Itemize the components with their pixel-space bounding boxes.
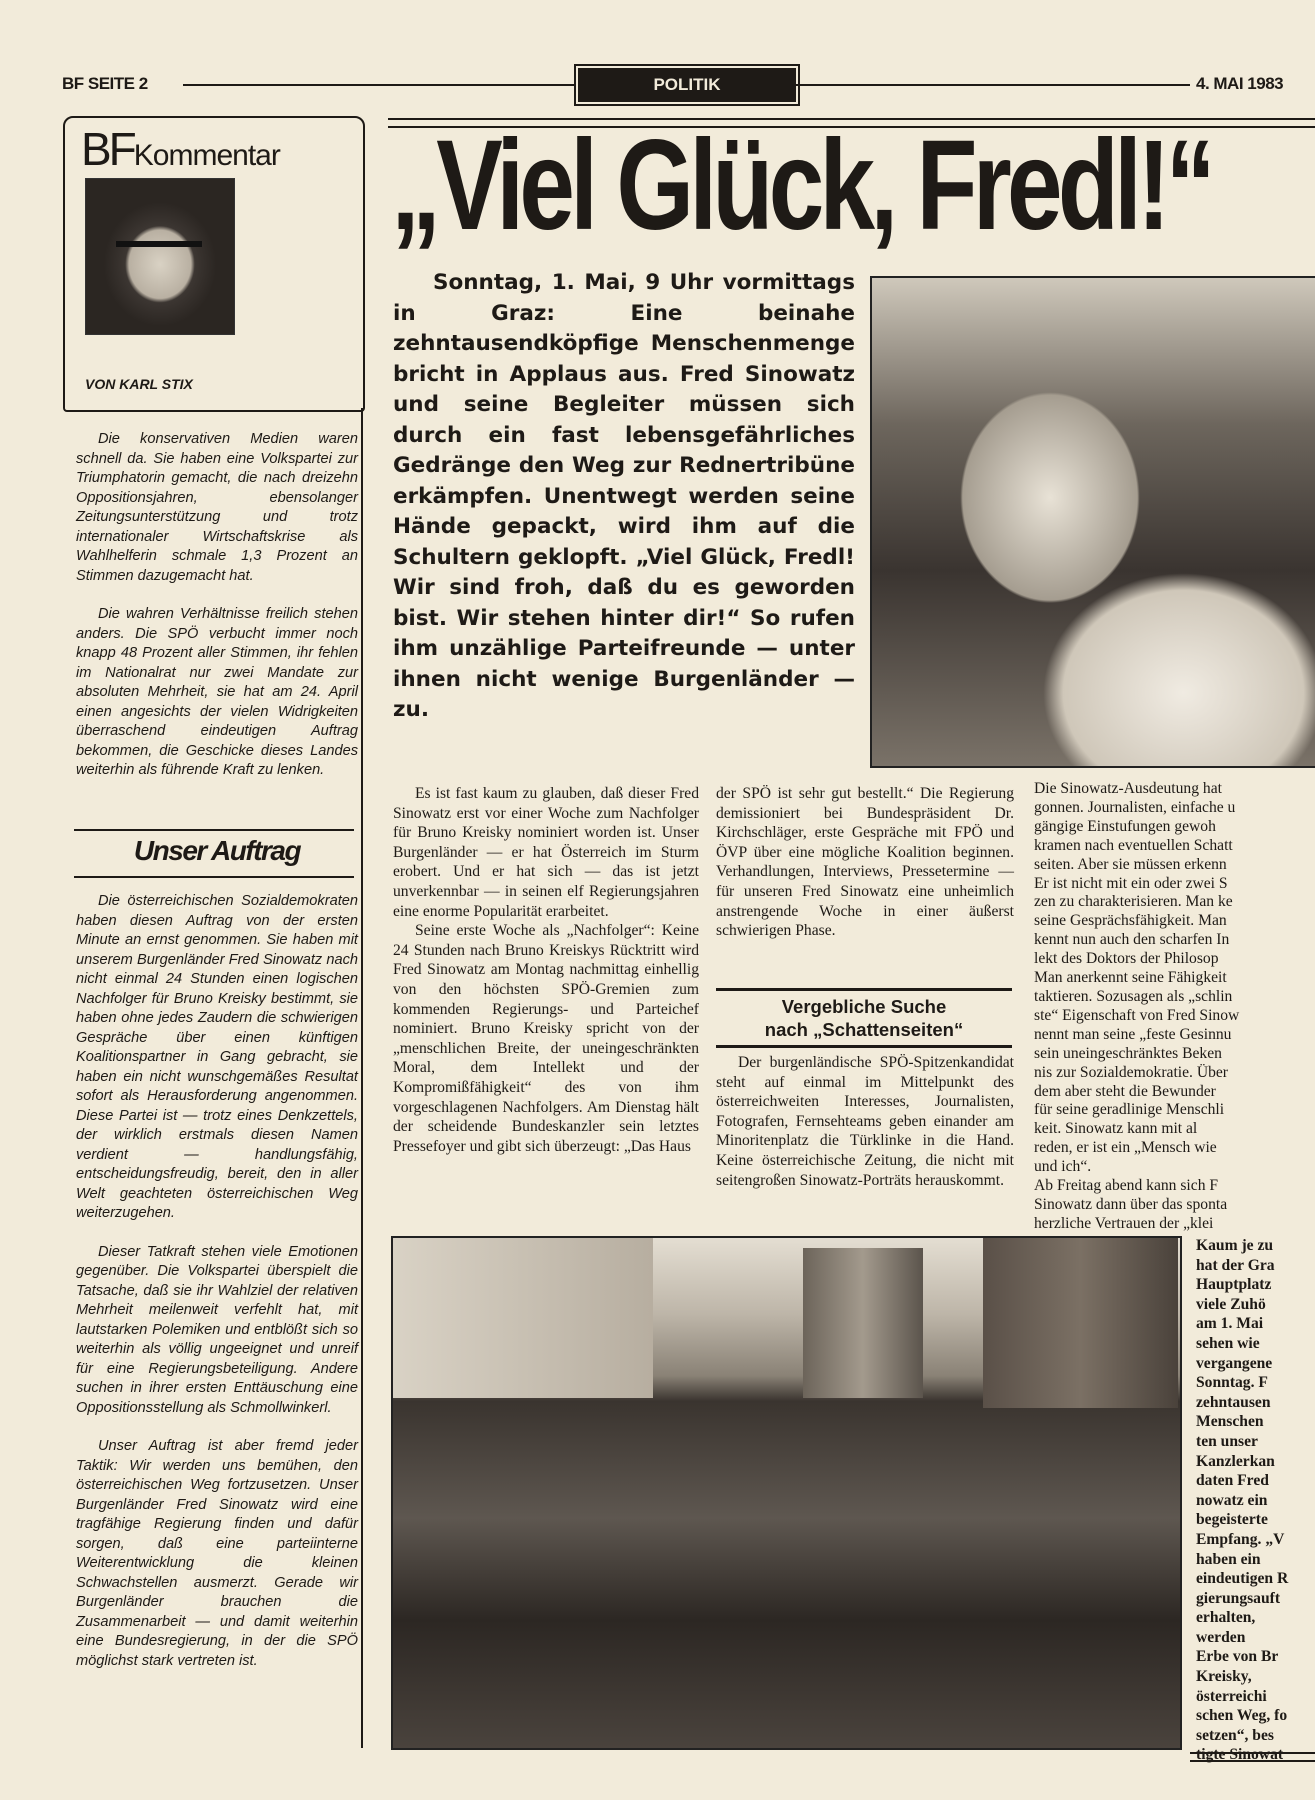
text-line: österreichi [1196,1687,1267,1705]
kommentar-subhead: Unser Auftrag [133,835,301,866]
text-line: viele Zuhö [1196,1295,1266,1313]
paragraph: Es ist fast kaum zu glauben, daß dieser Fred Sinowatz erst vor einer Woche zum Nachfolger für Bruno Kreisky nominiert worden ist. Unser Burgenländer — er hat Österreich im Sturm erobert. Und er hat sich — das ist jetzt unverkennbar — in seinen elf Regierungsjahren eine enorme Popularität erarbeitet. [393,785,699,920]
kommentar-text-2 [76,892,358,1690]
paragraph: Die österreichischen Sozialdemokraten haben diesen Auftrag von der ersten Minute an ernst genommen. Sie haben mit unserem Burgenländer Fred Sinowatz nach nicht einmal 24 Stunden einen logischen Nachfolger für Bruno Kreisky bestimmt, sie haben ohne jedes Zaudern die schwierigen Gespräche über einen künftigen Koalitionspartner in Gang gebracht, sie haben ein nicht wunschgemäßes Resultat sofort als Herausforderung angenommen. Diese Partei ist — trotz eines Denkzettels, der wirklich erstmals diesen Namen verdient — handlungsfähig, entscheidungsfreudig, bereit, den in aller Welt geachteten österreichischen Weg weiterzugehen. [76,893,358,1221]
body-column-2b [716,1053,1014,1190]
text-line: lekt des Doktors der Philosop [1034,950,1219,968]
text-line: haben ein [1196,1550,1261,1568]
photo-hauptplatz-crowd [391,1236,1182,1750]
text-line: nennt man seine „feste Gesinnu [1034,1025,1232,1043]
issue-date: 4. MAI 1983 [1196,74,1284,93]
text-line: hat der Gra [1196,1256,1275,1274]
text-line: nis zur Sozialdemokratie. Über [1034,1063,1228,1081]
text-line: tigte Sinowat [1196,1746,1284,1764]
text-line: reden, er ist ein „Mensch wie [1034,1139,1217,1157]
text-line: schen Weg, fo [1196,1707,1288,1725]
text-line: Hauptplatz [1196,1276,1272,1294]
text-line: Erbe von Br [1196,1648,1279,1666]
subhead-rule-bottom [74,876,354,878]
author-portrait [85,178,235,335]
header-rule-left [183,84,575,86]
lead-text: Sonntag, 1. Mai, 9 Uhr vormittags in Graz: Eine beinahe zehntausendköpfige Menschenmenge bricht in Applaus aus. Fred Sinowatz und seine Begleiter müssen sich durch ein fast lebensgefährliches Gedränge den Weg zur Rednertribüne erkämpfen. Unentwegt werden seine Hände gepackt, wird ihm auf die Schultern geklopft. „Viel Glück, Fredl! Wir sind froh, daß du es geworden bist. Wir stehen hinter dir!“ So rufen ihm unzählige Parteifreunde — unter ihnen nicht wenige Burgenländer — zu. [393,270,855,722]
text-line: ste“ Eigenschaft von Fred Sinow [1034,1006,1240,1024]
text-line: ten unser [1196,1432,1258,1450]
building-shape [983,1238,1178,1408]
bottom-rule [1190,1752,1315,1762]
logo-word: Kommentar [133,139,280,172]
text-line: und ich“. [1034,1158,1092,1176]
text-line: seine Gesprächsfähigkeit. Man [1034,912,1227,930]
page-label: BF SEITE 2 [62,74,148,93]
text-line: gonnen. Journalisten, einfache u [1034,798,1236,816]
paragraph: der SPÖ ist sehr gut bestellt.“ Die Regierung demissioniert bei Bundespräsident Dr. Kirchschläger, erste Gespräche mit FPÖ und ÖVP über eine mögliche Koalition beginnen. Verhandlungen, Interviews, Pressetermine — für unseren Fred Sinowatz eine unheimlich anstrengende Woche in einer äußerst schwierigen Phase. [716,785,1014,940]
kommentar-box [63,116,365,412]
text-line: werden [1196,1628,1246,1646]
column-divider-left [361,408,363,1748]
text-line: Sinowatz dann über das sponta [1034,1195,1228,1213]
text-line: vergangene [1196,1354,1273,1372]
text-line: zen zu charakterisieren. Man ke [1034,893,1233,911]
headline: „Viel Glück, Fredl!“ [391,114,1212,257]
text-line: Ab Freitag abend kann sich F [1034,1177,1219,1195]
text-line: Sonntag. F [1196,1374,1268,1392]
text-line: sein uneingeschränktes Beken [1034,1044,1222,1062]
paragraph: Die konservativen Medien waren schnell da. Sie haben eine Volkspartei zur Triumphatorin gemacht, die nach dreizehn Oppositionsjahren, ebensolanger Zeitungsunterstützung und trotz internationaler Wirtschaftskrise als Wahlhelferin schmale 1,3 Prozent an Stimmen dazugemacht hat. [76,431,358,584]
text-line: taktieren. Sozusagen als „schlin [1034,987,1233,1005]
text-line: daten Fred [1196,1472,1269,1490]
text-line: kramen nach eventuellen Schatt [1034,836,1233,854]
text-line: eindeutigen R [1196,1570,1289,1588]
body-column-2a [716,784,1014,941]
text-line: Er ist nicht mit ein oder zwei S [1034,874,1228,892]
body-column-3 [1034,780,1315,1234]
text-line: Kreisky, [1196,1668,1252,1686]
text-line: sehen wie [1196,1334,1260,1352]
photo-sinowatz-crowd [870,276,1315,768]
box-subhead [716,988,1012,1048]
text-line: zehntausen [1196,1393,1271,1411]
body-column-1 [393,784,699,1156]
logo-bf: BF [81,123,134,175]
header-rule-right [796,84,1190,86]
photo-caption [1196,1236,1315,1765]
text-line: kennt nun auch den scharfen In [1034,931,1230,949]
text-line: Kaum je zu [1196,1237,1274,1254]
text-line: am 1. Mai [1196,1315,1264,1333]
text-line: für seine geradlinige Menschli [1034,1101,1225,1119]
text-line: herzliche Vertrauen der „klei [1034,1214,1214,1232]
kommentar-logo [81,123,280,179]
building-shape [393,1238,653,1398]
text-line: Kanzlerkan [1196,1452,1275,1470]
paragraph: Die wahren Verhältnisse freilich stehen anders. Die SPÖ verbucht immer noch knapp 48 Prozent aller Stimmen, ihr fehlen im Nationalrat nur zwei Mandate zur absoluten Mehrheit, sie hat am 24. April einen angesichts der vielen Widrigkeiten überraschend eindeutigen Auftrag bekommen, die Geschicke dieses Landes weiterhin als führende Kraft zu lenken. [76,606,358,778]
text-line: gierungsauft [1196,1589,1281,1607]
box-subhead-line: Vergebliche Suche [781,996,947,1017]
text-line: dem aber steht die Bewunder [1034,1082,1216,1100]
text-line: setzen“, bes [1196,1726,1274,1744]
text-line: nowatz ein [1196,1491,1268,1509]
byline: VON KARL STIX [85,376,193,392]
text-line: Menschen [1196,1413,1264,1431]
text-line: Empfang. „V [1196,1530,1285,1548]
paragraph: Dieser Tatkraft stehen viele Emotionen gegenüber. Die Volkspartei überspielt die Tatsache, daß sie ihr Wahlziel der relativen Mehrheit meilenweit verfehlt hat, mit lautstarken Polemiken und entblößt sich so weiterhin als völlig ungeeignet und unreif für eine Regierungsbeteiligung. Andere suchen in ihrer ersten Enttäuschung eine Oppositionsstellung als Schmollwinkerl. [76,1243,358,1416]
text-line: keit. Sinowatz kann mit al [1034,1120,1198,1138]
glasses-shape [116,241,202,267]
text-line: Man anerkennt seine Fähigkeit [1034,969,1227,987]
section-tag: POLITIK [578,68,796,102]
text-line: gängige Einstufungen gewoh [1034,817,1216,835]
subhead-rule-top [74,829,354,831]
paragraph: Unser Auftrag ist aber fremd jeder Taktik: Wir werden uns bemühen, den österreichischen Weg fortzusetzen. Unser Burgenländer Fred Sinowatz wird eine tragfähige Regierung finden und dafür sorgen, daß eine parteiinterne Weiterentwicklung die kleinen Schwachstellen ausmerzt. Gerade wir Burgenländer brauchen die Zusammenarbeit — und damit weiterhin eine Bundesregierung, in der die SPÖ möglichst stark vertreten ist. [76,1438,358,1669]
paragraph: Seine erste Woche als „Nachfolger“: Keine 24 Stunden nach Bruno Kreiskys Rücktritt wird Fred Sinowatz am Montag nachmittag einhellig von den höchsten SPÖ-Gremien zum kommenden Regierungs- und Parteichef nominiert. Bruno Kreisky spricht von der „menschlichen Breite, der uneingeschränkten Moral, dem Intellekt und der Kompromißfähigkeit“ des von ihm vorgeschlagenen Nachfolgers. Am Dienstag hält der scheidende Bundeskanzler sein letztes Pressefoyer und gibt sich überzeugt: „Das Haus [393,922,699,1155]
text-line: seiten. Aber sie müssen erkenn [1034,855,1227,873]
text-line: begeisterte [1196,1511,1268,1529]
building-shape [803,1248,923,1398]
paragraph: Der burgenländische SPÖ-Spitzenkandidat steht auf einmal im Mittelpunkt des österreichweiten Interesses, Journalisten, Fotografen, Fernsehteams geben einander am Minoritenplatz die Türklinke in die Hand. Keine österreichische Zeitung, die nicht mit seitengroßen Sinowatz-Porträts herauskommt. [716,1054,1014,1189]
text-line: Die Sinowatz-Ausdeutung hat [1034,780,1222,797]
kommentar-text-1 [76,430,358,800]
box-subhead-line: nach „Schattenseiten“ [764,1019,964,1040]
text-line: erhalten, [1196,1609,1256,1627]
